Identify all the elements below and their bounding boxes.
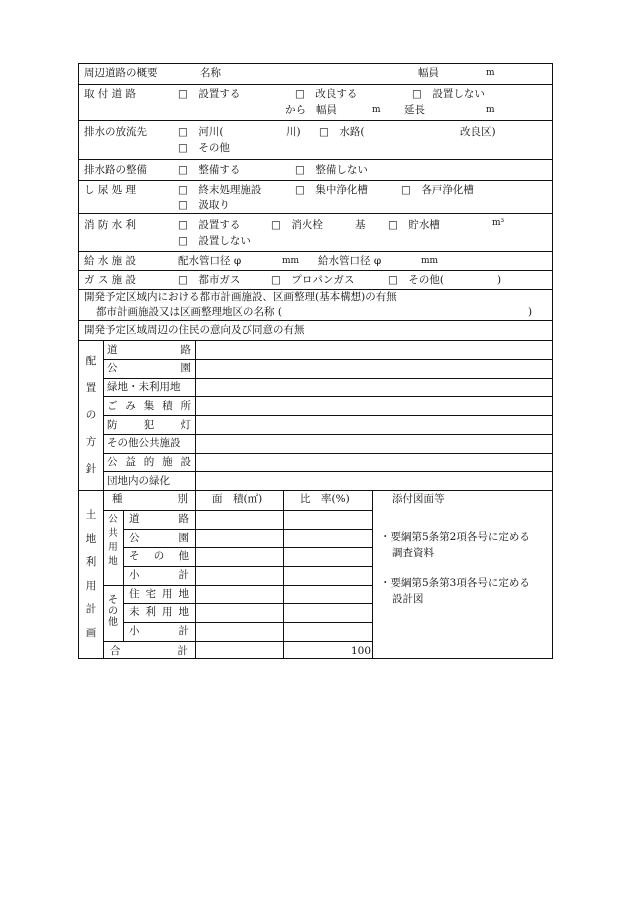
section-divider — [103, 490, 104, 659]
row-divider — [103, 641, 372, 642]
row-divider — [78, 270, 553, 271]
gas-city-checkbox[interactable]: □ 都市ガス — [178, 274, 241, 286]
vertical-label-char: 針 — [85, 462, 97, 475]
urban-plan-name-end: ) — [528, 306, 533, 318]
row-divider — [195, 622, 372, 623]
vertical-label-char: 計 — [85, 603, 97, 615]
access-road-width-unit: m — [372, 105, 381, 115]
vertical-label-char: 画 — [85, 626, 97, 639]
attachments-header: 添付図面等 — [392, 493, 445, 505]
water-supply-unit: mm — [421, 256, 439, 266]
row-divider — [78, 180, 553, 181]
vertical-label-char: 置 — [85, 381, 97, 394]
vertical-label-char: の — [85, 408, 97, 421]
other-land-row-label: 小 計 — [129, 625, 189, 637]
road-label: 周辺道路の概要 — [84, 67, 158, 79]
land-area-header: 面 積(㎡) — [212, 493, 263, 505]
access-road-install-checkbox[interactable]: □ 設置する — [178, 88, 241, 100]
row-divider — [103, 510, 372, 511]
access-road-improve-checkbox[interactable]: □ 改良する — [295, 88, 358, 100]
access-road-label: 取 付 道 路 — [84, 88, 137, 100]
row-divider — [195, 529, 372, 530]
fire-install-checkbox[interactable]: □ 設置する — [178, 219, 241, 231]
access-road-from-label: から — [285, 104, 306, 116]
water-main-pipe-label: 配水管口径 φ — [178, 255, 242, 267]
row-divider — [103, 396, 553, 397]
drainage-other-checkbox[interactable]: □ その他 — [178, 142, 230, 154]
row-divider — [78, 213, 553, 214]
land-total-label: 合 計 — [110, 645, 188, 657]
water-supply-pipe-label: 給水管口径 φ — [318, 255, 382, 267]
vertical-label-char: 土 — [85, 509, 97, 521]
land-kind-header: 種 別 — [112, 493, 188, 505]
row-divider — [123, 529, 195, 530]
vertical-label-char: 公 — [108, 514, 118, 525]
layout-policy-row-label: 緑地・未利用地 — [107, 381, 181, 393]
gas-other-checkbox[interactable]: □ その他( — [388, 274, 445, 286]
urban-plan-question: 開発予定区域内における都市計画施設、区画整理(基本構想)の有無 — [84, 291, 397, 303]
sewage-label: し 尿 処 理 — [84, 184, 137, 196]
drainage-river-end: 川) — [286, 126, 301, 138]
urban-plan-name-label: 都市計画施設又は区画整理地区の名称 ( — [96, 306, 282, 318]
row-divider — [103, 378, 553, 379]
gas-other-end: ) — [497, 274, 502, 286]
road-width-label: 幅員 — [418, 67, 439, 79]
row-divider — [195, 566, 372, 567]
drainage-dest-label: 排水の放流先 — [84, 126, 147, 138]
residents-consent-label: 開発予定区域周辺の住民の意向及び同意の有無 — [84, 324, 305, 336]
vertical-label-char: 共 — [108, 528, 118, 540]
sewage-terminal-checkbox[interactable]: □ 終末処理施設 — [178, 184, 262, 196]
public-land-group-label — [106, 515, 120, 567]
access-road-width-label: 幅員 — [316, 104, 337, 116]
other-land-group-label — [106, 596, 120, 628]
total-ratio-value: 100 — [351, 645, 372, 657]
layout-policy-row-label: 公 益 的 施 設 — [107, 456, 191, 468]
road-name-label: 名称 — [200, 67, 221, 79]
other-land-row-label: 未 利 用 地 — [129, 606, 189, 618]
layout-policy-row-label: その他公共施設 — [107, 437, 181, 450]
vertical-label-char: 他 — [108, 617, 118, 628]
attachment-item: ・要綱第5条第2項各号に定める — [380, 531, 530, 543]
row-divider — [195, 547, 372, 548]
vertical-label-char: 方 — [85, 435, 97, 448]
row-divider — [123, 622, 195, 623]
fire-label: 消 防 水 利 — [84, 219, 137, 231]
row-divider — [103, 471, 553, 472]
access-road-length-unit: m — [486, 105, 495, 115]
land-use-vertical-label — [82, 510, 100, 638]
land-ratio-header: 比 率(%) — [300, 493, 350, 505]
gas-propane-checkbox[interactable]: □ プロパンガス — [271, 274, 355, 286]
row-divider — [103, 359, 553, 360]
row-divider — [103, 415, 553, 416]
row-divider — [78, 289, 553, 290]
section-divider — [372, 490, 373, 659]
vertical-label-char: 用 — [108, 542, 118, 554]
access-road-length-label: 延長 — [404, 104, 425, 116]
water-main-unit: mm — [282, 256, 300, 266]
row-divider — [78, 251, 553, 252]
row-divider — [103, 453, 553, 454]
vertical-label-char: 地 — [108, 556, 118, 568]
fire-hydrant-checkbox[interactable]: □ 消火栓 — [271, 219, 323, 231]
other-land-row-label: 住 宅 用 地 — [129, 588, 189, 600]
attachment-item: ・要綱第5条第3項各号に定める — [380, 577, 530, 589]
drainage-channel-end: 改良区) — [460, 126, 496, 138]
section-divider — [195, 490, 196, 659]
layout-policy-row-label: ご み 集 積 所 — [107, 399, 191, 412]
water-label: 給 水 施 設 — [84, 255, 137, 267]
vertical-label-char: の — [108, 606, 118, 617]
row-divider — [78, 340, 553, 341]
fire-none-checkbox[interactable]: □ 設置しない — [178, 235, 251, 247]
drainage-channel-checkbox[interactable]: □ 水路( — [319, 126, 365, 138]
section-divider — [283, 490, 284, 659]
fire-tank-checkbox[interactable]: □ 貯水槽 — [388, 219, 440, 231]
public-land-row-label: そ の 他 — [129, 550, 189, 562]
attachment-item: 調査資料 — [392, 547, 434, 559]
attachment-item: 設計図 — [392, 593, 424, 605]
layout-policy-row-label: 公 園 — [107, 362, 191, 375]
drainage-maint-label: 排水路の整備 — [84, 164, 147, 176]
layout-policy-vertical-label — [82, 356, 100, 474]
vertical-label-char: そ — [108, 595, 118, 606]
drainage-maint-no-checkbox[interactable]: □ 整備しない — [295, 164, 368, 176]
layout-policy-row-label: 道 路 — [107, 343, 191, 356]
row-divider — [103, 434, 553, 435]
row-divider — [123, 603, 195, 604]
vertical-label-char: 利 — [85, 556, 97, 568]
layout-policy-row-label: 防 犯 灯 — [107, 418, 191, 431]
gas-label: ガ ス 施 設 — [84, 274, 137, 286]
sewage-central-checkbox[interactable]: □ 集中浄化槽 — [295, 184, 368, 196]
fire-hydrant-unit: 基 — [355, 219, 366, 231]
row-divider — [103, 585, 372, 586]
vertical-label-char: 地 — [85, 532, 97, 545]
layout-policy-row-label: 団地内の緑化 — [107, 474, 170, 487]
public-land-row-label: 公 園 — [129, 532, 189, 544]
access-road-none-checkbox[interactable]: □ 設置しない — [412, 88, 485, 100]
row-divider — [195, 603, 372, 604]
drainage-maint-yes-checkbox[interactable]: □ 整備する — [178, 164, 241, 176]
public-land-row-label: 道 路 — [129, 513, 189, 525]
sewage-household-checkbox[interactable]: □ 各戸浄化槽 — [401, 184, 474, 196]
row-divider — [78, 490, 553, 491]
public-land-row-label: 小 計 — [129, 569, 189, 581]
row-divider — [123, 566, 195, 567]
sewage-pumping-checkbox[interactable]: □ 汲取り — [178, 199, 230, 211]
vertical-label-char: 用 — [85, 579, 97, 592]
row-divider — [78, 120, 553, 121]
fire-tank-unit: m³ — [492, 218, 505, 228]
row-divider — [123, 547, 195, 548]
road-width-unit: m — [486, 68, 495, 78]
vertical-label-char: 配 — [85, 355, 97, 367]
row-divider — [78, 159, 553, 160]
row-divider — [78, 320, 553, 321]
row-divider — [78, 84, 553, 85]
drainage-river-checkbox[interactable]: □ 河川( — [178, 126, 224, 138]
